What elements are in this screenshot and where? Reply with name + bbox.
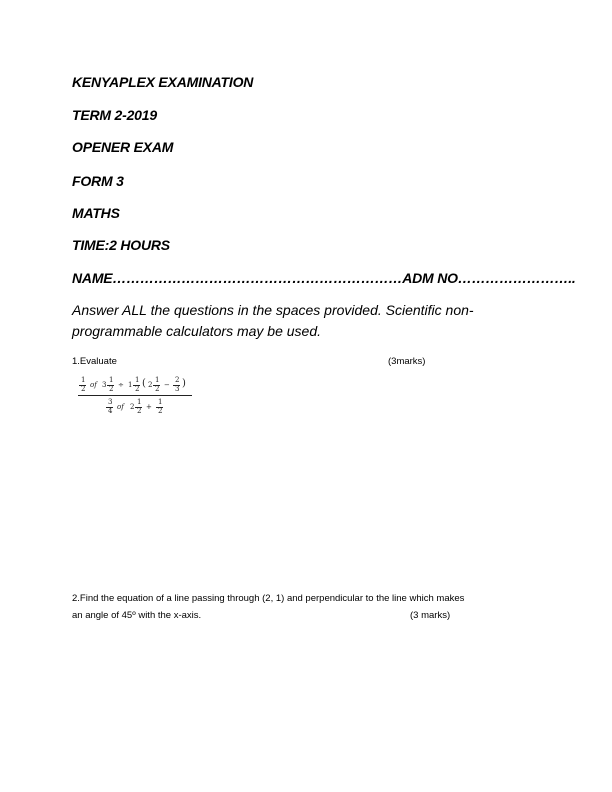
question-2-text-line-1: 2.Find the equation of a line passing through (2, 1) and perpendicular to the line which makes [72,593,465,604]
exam-time: TIME:2 HOURS [72,237,170,253]
num-minus-sign: − [164,381,170,389]
num-f5-numerator: 2 [175,376,180,384]
num-f3-denominator: 2 [135,385,140,393]
exam-form: FORM 3 [72,173,124,189]
num-f3-numerator: 1 [135,376,140,384]
num-f2-numerator: 1 [109,376,114,384]
question-2-marks: (3 marks) [410,610,451,621]
num-f1-numerator: 1 [81,376,86,384]
den-f1-denominator: 4 [108,407,113,415]
instructions: Answer ALL the questions in the spaces provided. Scientific non-programmable calculators may be used. [72,302,474,339]
num-of-word: of [90,381,97,389]
den-plus-sign: + [146,403,152,411]
den-of-word: of [117,403,124,411]
exam-term: TERM 2-2019 [72,107,157,123]
question-1-expression [78,376,202,422]
den-f2-denominator: 2 [137,407,142,415]
num-whole-3: 2 [148,381,153,389]
question-1-text: 1.Evaluate [72,356,117,367]
den-f3-denominator: 2 [158,407,163,415]
num-f4-denominator: 2 [155,385,160,393]
num-whole-1: 3 [102,381,107,389]
num-f4-numerator: 1 [155,376,160,384]
num-divide-sign: ÷ [118,381,124,389]
num-right-paren: ) [182,378,186,389]
num-f5-denominator: 3 [175,385,180,393]
den-f3-numerator: 1 [158,398,163,406]
num-left-paren: ( [142,378,146,389]
num-f2-denominator: 2 [109,385,114,393]
den-f1-numerator: 3 [108,398,113,406]
exam-school-title: KENYAPLEX EXAMINATION [72,74,254,90]
den-f2-numerator: 1 [137,398,142,406]
exam-type: OPENER EXAM [72,139,174,155]
den-whole-1: 2 [130,403,135,411]
main-fraction-bar [78,395,192,396]
name-adm-line: NAME………………………………………………………ADM NO…………………….. [72,270,576,286]
num-f1-denominator: 2 [81,385,86,393]
num-whole-2: 1 [128,381,133,389]
question-1-marks: (3marks) [388,356,426,367]
question-2-text-line-2: an angle of 45º with the x-axis. [72,610,202,621]
exam-subject: MATHS [72,205,120,221]
